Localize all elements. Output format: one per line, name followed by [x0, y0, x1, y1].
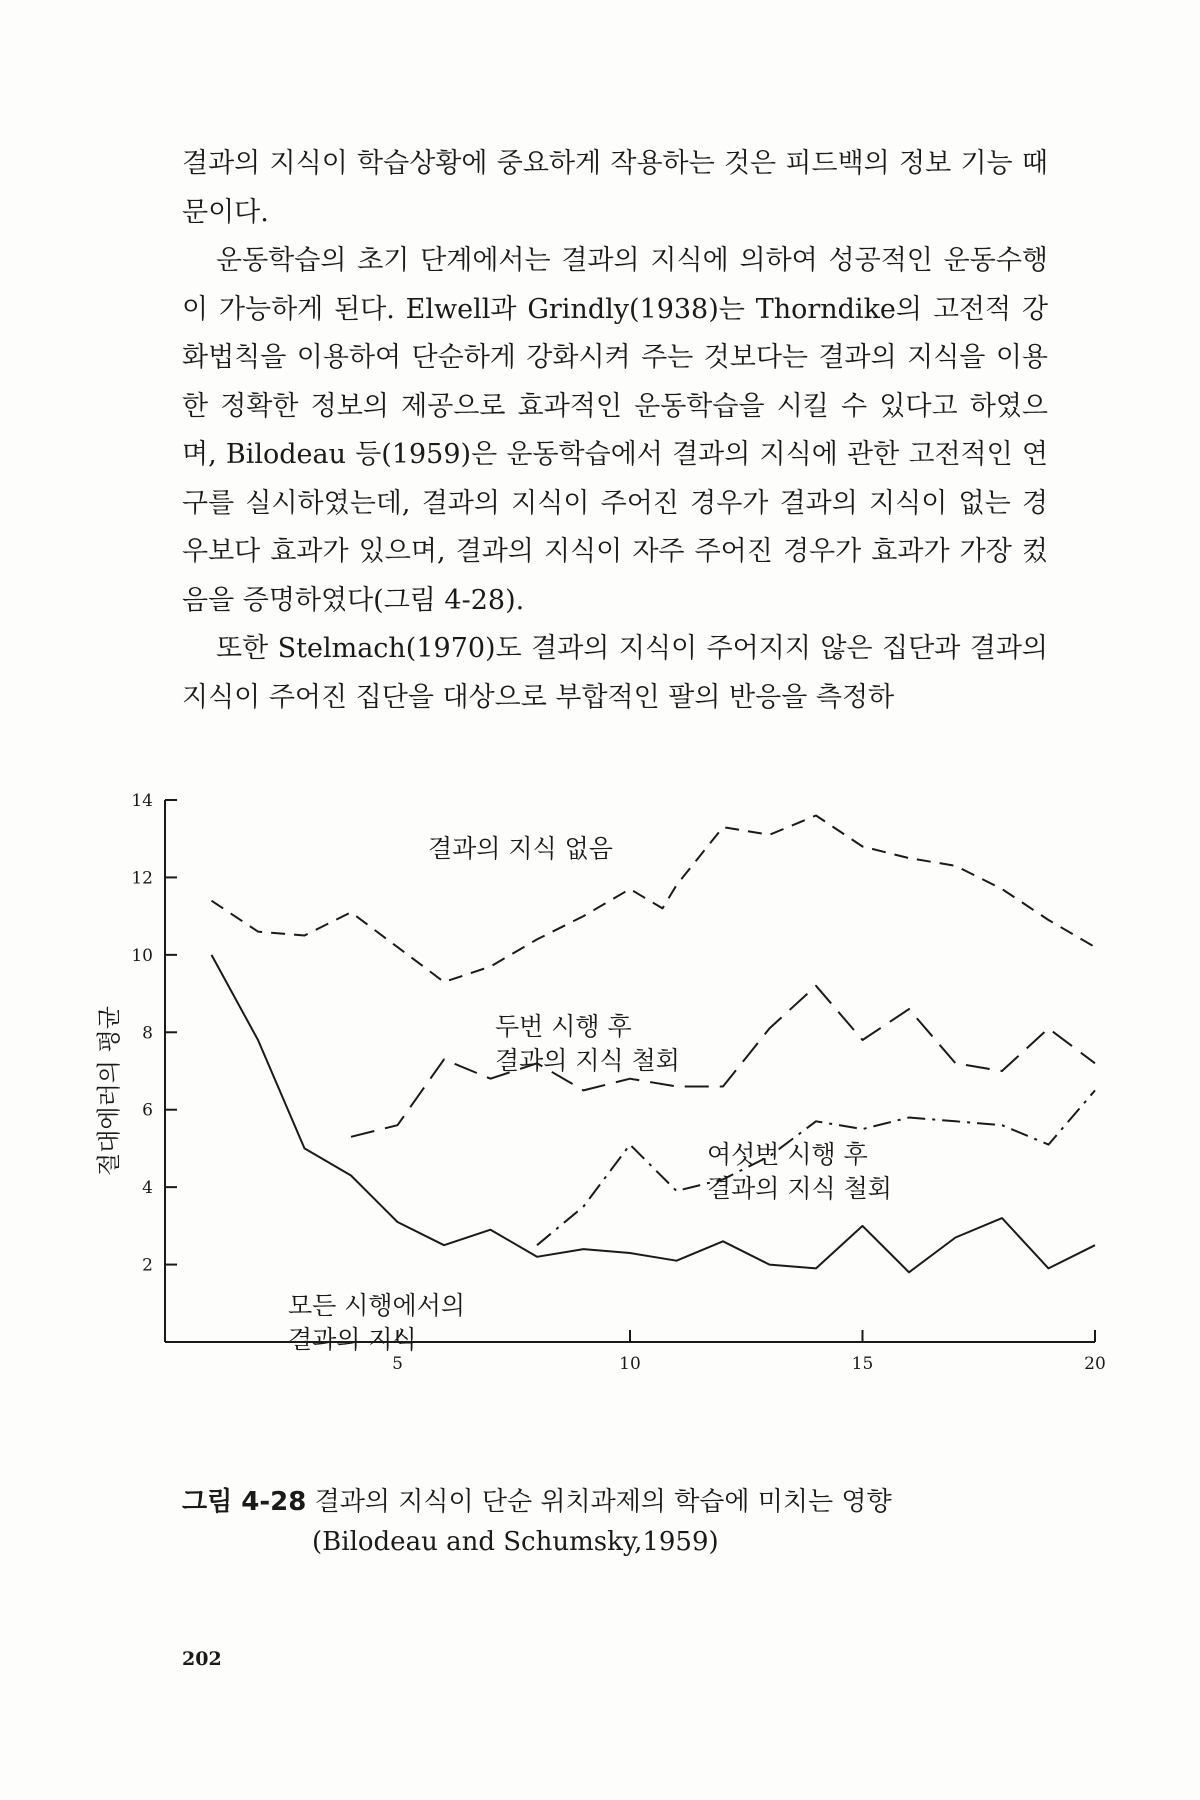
page-number: 202: [182, 1648, 222, 1670]
y-tick-label-2: 2: [142, 1255, 153, 1276]
annotation-4-line-1: 모든 시행에서의: [288, 1291, 465, 1320]
annotation-2-line-2: 결과의 지식 철회: [495, 1046, 680, 1075]
caption-number: 그림 4-28: [182, 1487, 307, 1517]
y-tick-label-14: 14: [131, 791, 153, 811]
annotation-2-line-1: 두번 시행 후: [495, 1012, 632, 1041]
series-line-1: [212, 816, 1096, 983]
annotation-3-line-2: 결과의 지식 철회: [707, 1174, 892, 1203]
chart-annotations: [288, 834, 892, 1354]
line-chart-svg: [95, 770, 1125, 1470]
y-tick-label-4: 4: [142, 1178, 153, 1199]
annotation-3-line-1: 여섯번 시행 후: [707, 1140, 868, 1169]
figure-4-28-chart: [95, 770, 1125, 1470]
caption-text: 결과의 지식이 단순 위치과제의 학습에 미치는 영향: [314, 1487, 892, 1517]
paragraph-2: 운동학습의 초기 단계에서는 결과의 지식에 의하여 성공적인 운동수행이 가능하게 된다. Elwell과 Grindly(1938)는 Thorndike의 고전적 강화법칙을 이용하여 단순하게 강화시켜 주는 것보다는 결과의 지식을 이용한 정확한 정보의 제공으로 효과적인 운동학습을 시킬 수 있다고 하였으며, Bilodeau 등(1959)은 운동학습에서 결과의 지식에 관한 고전적인 연구를 실시하였는데, 결과의 지식이 주어진 경우가 결과의 지식이 없는 경우보다 효과가 있으며, 결과의 지식이 자주 주어진 경우가 효과가 가장 컸음을 증명하였다(그림 4-28).: [182, 245, 1048, 616]
x-tick-label-20: 20: [1084, 1354, 1106, 1374]
x-tick-label-5: 5: [392, 1354, 403, 1374]
annotation-4-line-2: 결과의 지식: [288, 1325, 417, 1354]
paragraph-3: 또한 Stelmach(1970)도 결과의 지식이 주어지지 않은 집단과 결과의 지식이 주어진 집단을 대상으로 부합적인 팔의 반응을 측정하: [182, 633, 1048, 713]
y-tick-label-12: 12: [131, 868, 153, 889]
y-tick-label-10: 10: [131, 945, 153, 966]
annotation-1-line-1: 결과의 지식 없음: [428, 834, 613, 863]
paragraph-1: 결과의 지식이 학습상황에 중요하게 작용하는 것은 피드백의 정보 기능 때문이다.: [182, 148, 1048, 228]
series-line-4: [212, 955, 1096, 1272]
figure-caption: [182, 1482, 1082, 1562]
y-tick-label-8: 8: [142, 1023, 153, 1044]
series-line-2: [351, 986, 1095, 1137]
caption-source: (Bilodeau and Schumsky,1959): [312, 1527, 719, 1557]
y-tick-label-6: 6: [142, 1100, 153, 1121]
y-axis-label: 절대에러의 평균: [95, 1006, 123, 1176]
x-tick-label-15: 15: [851, 1354, 874, 1374]
body-text: [182, 140, 1048, 722]
x-tick-label-10: 10: [619, 1354, 641, 1374]
chart-series-lines: [212, 816, 1096, 1273]
